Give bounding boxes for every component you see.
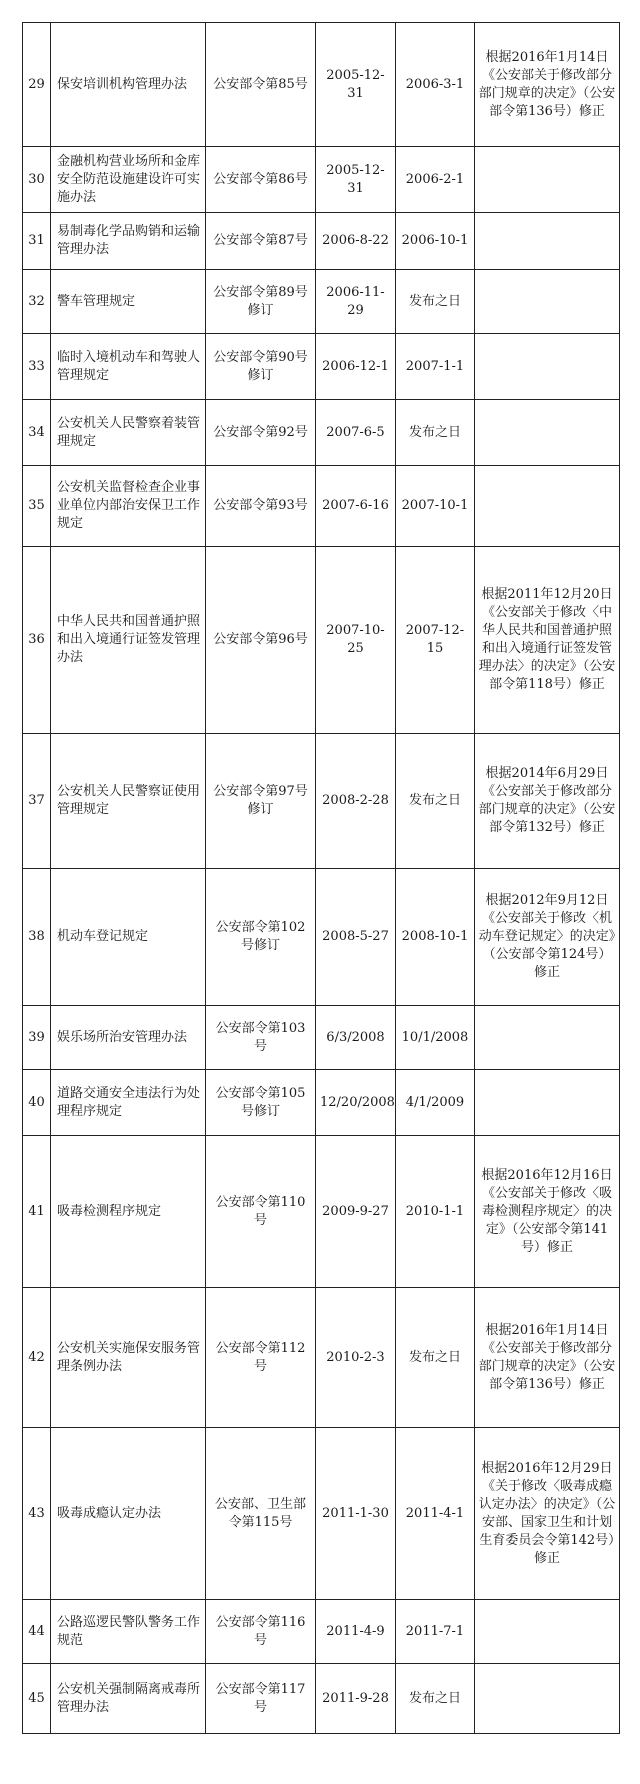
amendment-note <box>475 1664 620 1734</box>
order-number: 公安部令第103号 <box>206 1006 316 1070</box>
row-number: 39 <box>23 1006 51 1070</box>
order-number: 公安部令第85号 <box>206 23 316 147</box>
issue-date: 2006-8-22 <box>316 213 396 270</box>
effective-date: 2007-10-1 <box>396 466 475 547</box>
row-number: 40 <box>23 1070 51 1136</box>
regulation-title: 公安机关人民警察证使用管理规定 <box>51 734 206 869</box>
amendment-note <box>475 466 620 547</box>
effective-date: 2007-1-1 <box>396 334 475 400</box>
row-number: 35 <box>23 466 51 547</box>
order-number: 公安部令第92号 <box>206 400 316 466</box>
table-row <box>23 734 620 869</box>
table-row <box>23 1288 620 1428</box>
issue-date: 2011-9-28 <box>316 1664 396 1734</box>
order-number: 公安部、卫生部令第115号 <box>206 1428 316 1600</box>
effective-date: 发布之日 <box>396 1664 475 1734</box>
issue-date: 2005-12-31 <box>316 147 396 213</box>
amendment-note: 根据2016年1月14日《公安部关于修改部分部门规章的决定》（公安部令第136号）修正 <box>475 23 620 147</box>
table-row <box>23 547 620 734</box>
issue-date: 2006-11-29 <box>316 270 396 334</box>
regulation-title: 吸毒检测程序规定 <box>51 1136 206 1288</box>
row-number: 44 <box>23 1600 51 1664</box>
order-number: 公安部令第102号修订 <box>206 869 316 1006</box>
issue-date: 12/20/2008 <box>316 1070 396 1136</box>
row-number: 31 <box>23 213 51 270</box>
regulation-title: 公安机关实施保安服务管理条例办法 <box>51 1288 206 1428</box>
table-row <box>23 1070 620 1136</box>
row-number: 36 <box>23 547 51 734</box>
effective-date: 发布之日 <box>396 400 475 466</box>
effective-date: 2006-3-1 <box>396 23 475 147</box>
order-number: 公安部令第96号 <box>206 547 316 734</box>
order-number: 公安部令第112号 <box>206 1288 316 1428</box>
table-row <box>23 270 620 334</box>
regulation-title: 易制毒化学品购销和运输管理办法 <box>51 213 206 270</box>
order-number: 公安部令第105号修订 <box>206 1070 316 1136</box>
issue-date: 2007-10-25 <box>316 547 396 734</box>
amendment-note <box>475 1006 620 1070</box>
effective-date: 2011-4-1 <box>396 1428 475 1600</box>
effective-date: 发布之日 <box>396 270 475 334</box>
amendment-note: 根据2016年1月14日《公安部关于修改部分部门规章的决定》（公安部令第136号）修正 <box>475 1288 620 1428</box>
issue-date: 2011-1-30 <box>316 1428 396 1600</box>
amendment-note: 根据2016年12月16日《公安部关于修改〈吸毒检测程序规定〉的决定》（公安部令第141号）修正 <box>475 1136 620 1288</box>
regulation-title: 中华人民共和国普通护照和出入境通行证签发管理办法 <box>51 547 206 734</box>
regulation-title: 机动车登记规定 <box>51 869 206 1006</box>
effective-date: 2006-10-1 <box>396 213 475 270</box>
amendment-note <box>475 1600 620 1664</box>
amendment-note <box>475 400 620 466</box>
order-number: 公安部令第93号 <box>206 466 316 547</box>
row-number: 32 <box>23 270 51 334</box>
table-row <box>23 334 620 400</box>
table-row <box>23 1664 620 1734</box>
table-row <box>23 400 620 466</box>
regulation-title: 公安机关监督检查企业事业单位内部治安保卫工作规定 <box>51 466 206 547</box>
row-number: 43 <box>23 1428 51 1600</box>
effective-date: 发布之日 <box>396 734 475 869</box>
amendment-note: 根据2014年6月29日《公安部关于修改部分部门规章的决定》（公安部令第132号）修正 <box>475 734 620 869</box>
table-row <box>23 869 620 1006</box>
row-number: 30 <box>23 147 51 213</box>
order-number: 公安部令第90号修订 <box>206 334 316 400</box>
row-number: 42 <box>23 1288 51 1428</box>
order-number: 公安部令第97号修订 <box>206 734 316 869</box>
table-row <box>23 1136 620 1288</box>
issue-date: 2005-12-31 <box>316 23 396 147</box>
regulation-title: 金融机构营业场所和金库安全防范设施建设许可实施办法 <box>51 147 206 213</box>
regulations-table <box>22 22 620 1734</box>
table-row <box>23 1006 620 1070</box>
order-number: 公安部令第116号 <box>206 1600 316 1664</box>
amendment-note <box>475 270 620 334</box>
amendment-note <box>475 213 620 270</box>
effective-date: 10/1/2008 <box>396 1006 475 1070</box>
row-number: 33 <box>23 334 51 400</box>
amendment-note: 根据2012年9月12日《公安部关于修改〈机动车登记规定〉的决定》（公安部令第124号）修正 <box>475 869 620 1006</box>
effective-date: 发布之日 <box>396 1288 475 1428</box>
amendment-note <box>475 334 620 400</box>
regulation-title: 吸毒成瘾认定办法 <box>51 1428 206 1600</box>
table-row <box>23 1428 620 1600</box>
table-row <box>23 213 620 270</box>
issue-date: 2006-12-1 <box>316 334 396 400</box>
regulation-title: 公路巡逻民警队警务工作规范 <box>51 1600 206 1664</box>
table-row <box>23 23 620 147</box>
order-number: 公安部令第86号 <box>206 147 316 213</box>
table-row <box>23 466 620 547</box>
row-number: 29 <box>23 23 51 147</box>
regulation-title: 临时入境机动车和驾驶人管理规定 <box>51 334 206 400</box>
effective-date: 2008-10-1 <box>396 869 475 1006</box>
regulation-title: 娱乐场所治安管理办法 <box>51 1006 206 1070</box>
regulation-title: 警车管理规定 <box>51 270 206 334</box>
row-number: 37 <box>23 734 51 869</box>
regulation-title: 公安机关人民警察着装管理规定 <box>51 400 206 466</box>
issue-date: 2010-2-3 <box>316 1288 396 1428</box>
order-number: 公安部令第117号 <box>206 1664 316 1734</box>
issue-date: 2011-4-9 <box>316 1600 396 1664</box>
effective-date: 2010-1-1 <box>396 1136 475 1288</box>
table-row <box>23 1600 620 1664</box>
amendment-note: 根据2016年12月29日《关于修改〈吸毒成瘾认定办法〉的决定》（公安部、国家卫生和计划生育委员会令第142号）修正 <box>475 1428 620 1600</box>
row-number: 41 <box>23 1136 51 1288</box>
effective-date: 2011-7-1 <box>396 1600 475 1664</box>
order-number: 公安部令第110号 <box>206 1136 316 1288</box>
amendment-note: 根据2011年12月20日《公安部关于修改〈中华人民共和国普通护照和出入境通行证签发管理办法〉的决定》（公安部令第118号）修正 <box>475 547 620 734</box>
regulation-title: 公安机关强制隔离戒毒所管理办法 <box>51 1664 206 1734</box>
row-number: 38 <box>23 869 51 1006</box>
order-number: 公安部令第89号修订 <box>206 270 316 334</box>
issue-date: 2007-6-16 <box>316 466 396 547</box>
order-number: 公安部令第87号 <box>206 213 316 270</box>
issue-date: 2009-9-27 <box>316 1136 396 1288</box>
regulation-title: 保安培训机构管理办法 <box>51 23 206 147</box>
table-row <box>23 147 620 213</box>
issue-date: 2008-2-28 <box>316 734 396 869</box>
amendment-note <box>475 1070 620 1136</box>
effective-date: 2007-12-15 <box>396 547 475 734</box>
row-number: 45 <box>23 1664 51 1734</box>
effective-date: 2006-2-1 <box>396 147 475 213</box>
effective-date: 4/1/2009 <box>396 1070 475 1136</box>
issue-date: 6/3/2008 <box>316 1006 396 1070</box>
regulation-title: 道路交通安全违法行为处理程序规定 <box>51 1070 206 1136</box>
amendment-note <box>475 147 620 213</box>
row-number: 34 <box>23 400 51 466</box>
issue-date: 2007-6-5 <box>316 400 396 466</box>
issue-date: 2008-5-27 <box>316 869 396 1006</box>
